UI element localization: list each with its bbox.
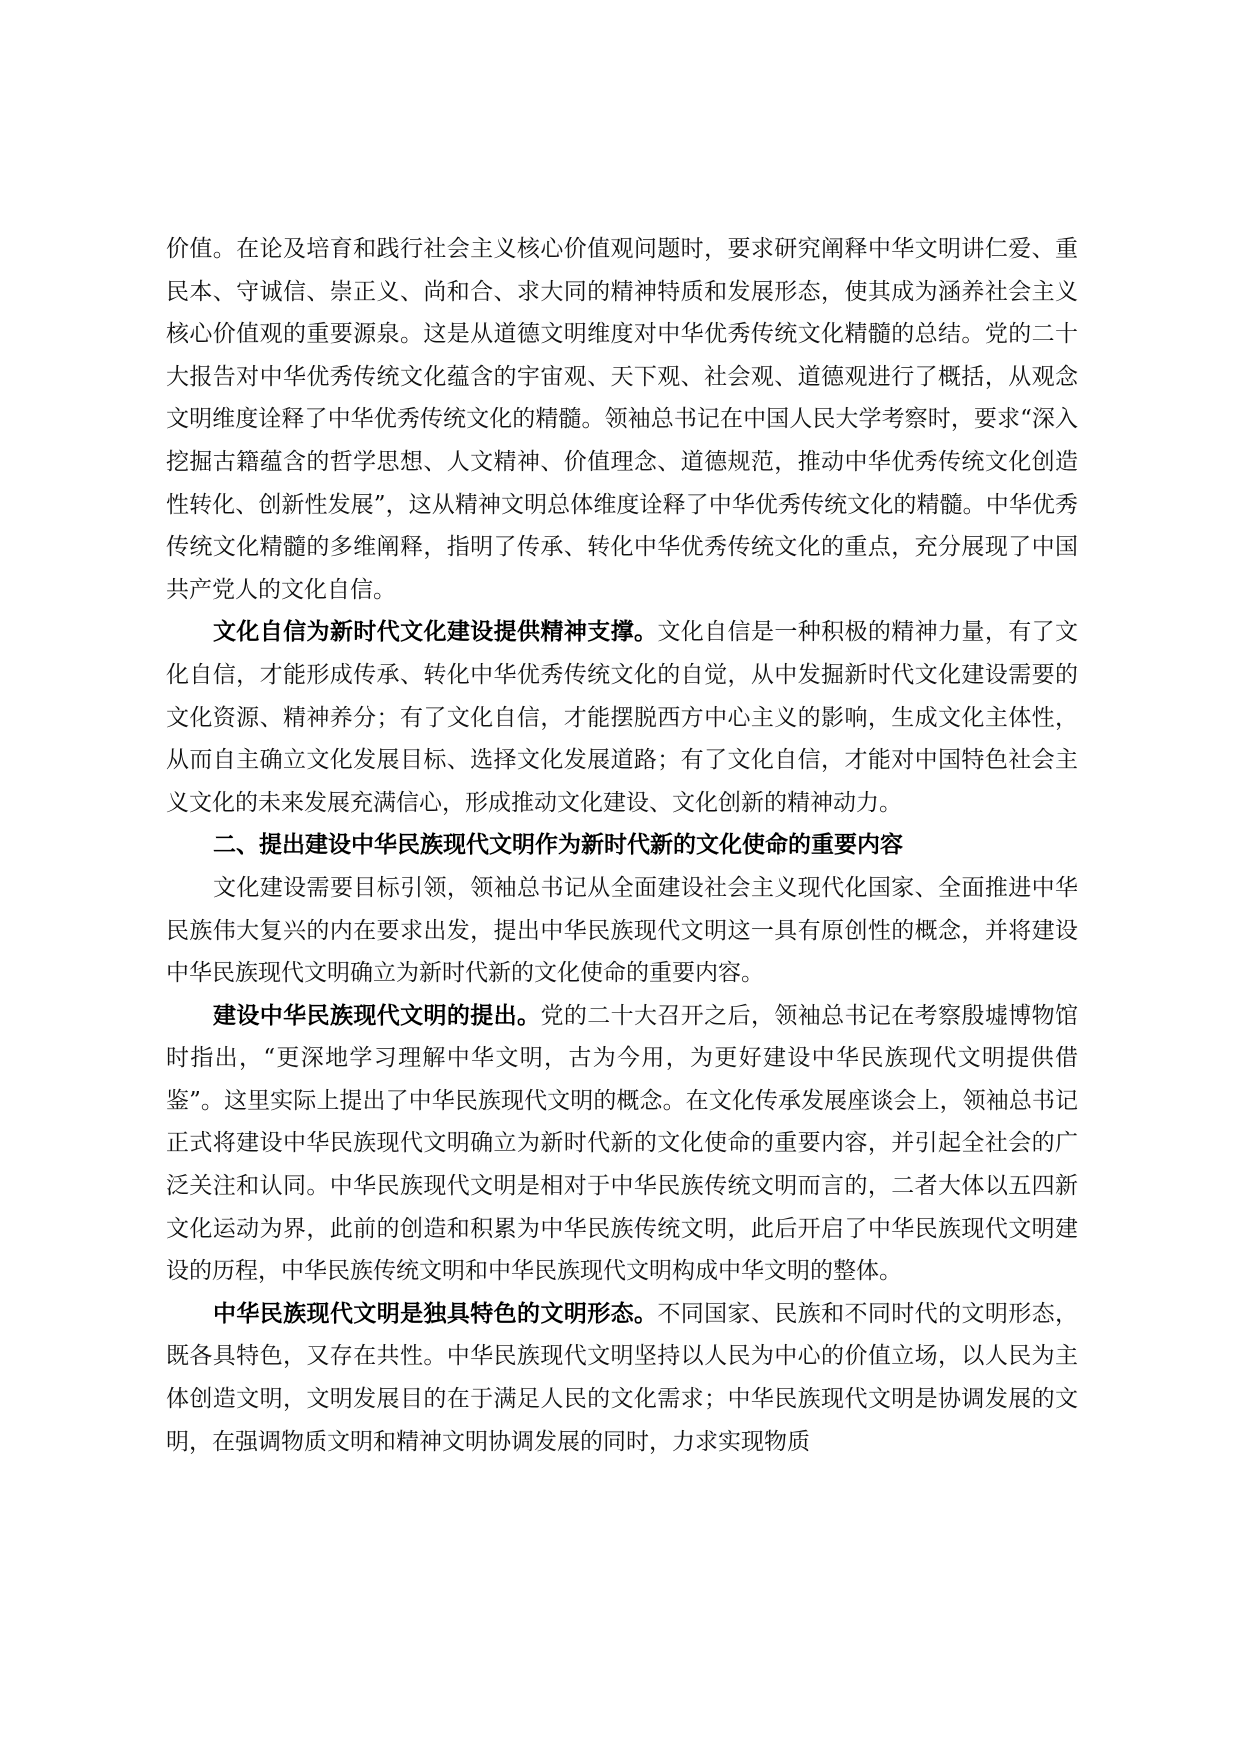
paragraph-cultural-confidence — [166, 611, 1078, 824]
paragraph-proposal — [166, 995, 1078, 1293]
paragraph-lead: 中华民族现代文明是独具特色的文明形态。 — [213, 1299, 658, 1327]
section-heading: 二、提出建设中华民族现代文明作为新时代新的文化使命的重要内容 — [213, 831, 903, 859]
document-body — [166, 228, 1078, 1463]
paragraph-goal-guidance — [166, 867, 1078, 995]
paragraph-text: 价值。在论及培育和践行社会主义核心价值观问题时，要求研究阐释中华文明讲仁爱、重民本、守诚信、崇正义、尚和合、求大同的精神特质和发展形态，使其成为涵养社会主义核心价值观的重要源泉。这是从道德文明维度对中华优秀传统文化精髓的总结。党的二十大报告对中华优秀传统文化蕴含的宇宙观、天下观、社会观、道德观进行了概括，从观念文明维度诠释了中华优秀传统文化的精髓。领袖总书记在中国人民大学考察时，要求“深入挖掘古籍蕴含的哲学思想、人文精神、价值理念、道德规范，推动中华优秀传统文化创造性转化、创新性发展”，这从精神文明总体维度诠释了中华优秀传统文化的精髓。中华优秀传统文化精髓的多维阐释，指明了传承、转化中华优秀传统文化的重点，充分展现了中国共产党人的文化自信。 — [166, 236, 1078, 603]
paragraph-text: 党的二十大召开之后，领袖总书记在考察殷墟博物馆时指出，“更深地学习理解中华文明，古为今用，为更好建设中华民族现代文明提供借鉴”。这里实际上提出了中华民族现代文明的概念。在文化传承发展座谈会上，领袖总书记正式将建设中华民族现代文明确立为新时代新的文化使命的重要内容，并引起全社会的广泛关注和认同。中华民族现代文明是相对于中华民族传统文明而言的，二者大体以五四新文化运动为界，此前的创造和积累为中华民族传统文明，此后开启了中华民族现代文明建设的历程，中华民族传统文明和中华民族现代文明构成中华文明的整体。 — [166, 1002, 1079, 1285]
paragraph-lead: 建设中华民族现代文明的提出。 — [213, 1001, 541, 1029]
paragraph-lead: 文化自信为新时代文化建设提供精神支撑。 — [213, 618, 658, 646]
paragraph-civilization-form — [166, 1293, 1078, 1463]
paragraph-text: 文化自信是一种积极的精神力量，有了文化自信，才能形成传承、转化中华优秀传统文化的自觉，从中发掘新时代文化建设需要的文化资源、精神养分；有了文化自信，才能摆脱西方中心主义的影响，生成文化主体性，从而自主确立文化发展目标、选择文化发展道路；有了文化自信，才能对中国特色社会主义文化的未来发展充满信心，形成推动文化建设、文化创新的精神动力。 — [166, 619, 1079, 816]
paragraph-text: 文化建设需要目标引领，领袖总书记从全面建设社会主义现代化国家、全面推进中华民族伟大复兴的内在要求出发，提出中华民族现代文明这一具有原创性的概念，并将建设中华民族现代文明确立为新时代新的文化使命的重要内容。 — [166, 874, 1078, 987]
paragraph-text: 不同国家、民族和不同时代的文明形态，既各具特色，又存在共性。中华民族现代文明坚持以人民为中心的价值立场，以人民为主体创造文明，文明发展目的在于满足人民的文化需求；中华民族现代文明是协调发展的文明，在强调物质文明和精神文明协调发展的同时，力求实现物质 — [166, 1300, 1079, 1455]
paragraph-continued — [166, 228, 1078, 611]
